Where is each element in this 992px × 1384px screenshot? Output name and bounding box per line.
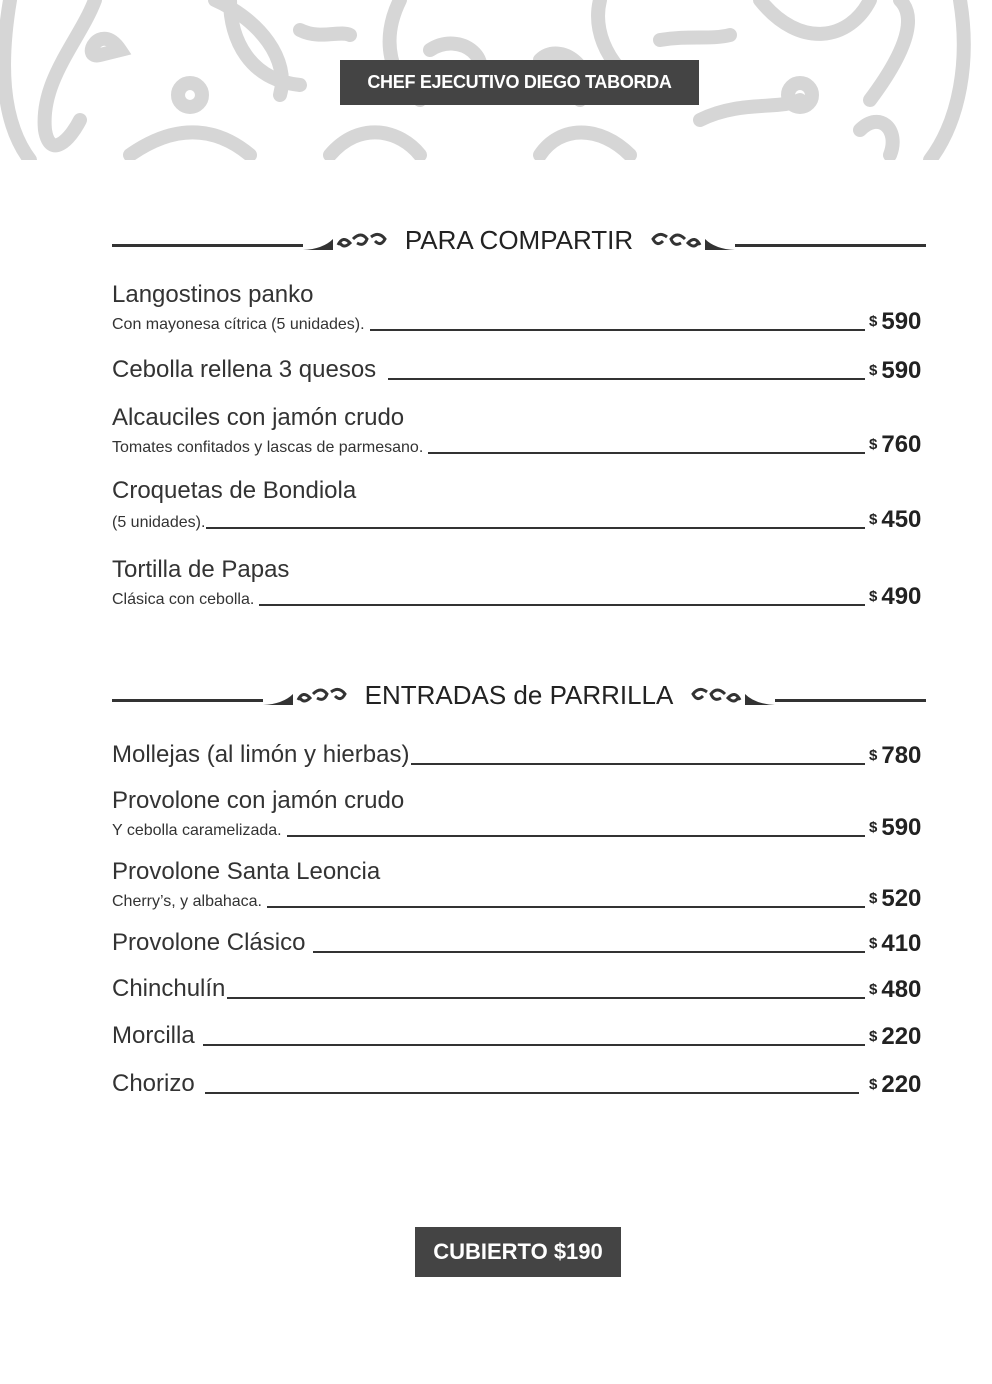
item-desc: (5 unidades). — [112, 514, 206, 531]
menu-item — [112, 556, 927, 610]
cubierto-badge: CUBIERTO $190 — [415, 1227, 621, 1277]
section-title: ENTRADAS de PARRILLA — [364, 679, 674, 710]
divider — [112, 699, 263, 702]
item-name: Chorizo — [112, 1070, 195, 1097]
item-price: $ 220 — [869, 1023, 922, 1050]
menu-item — [112, 741, 927, 769]
section-title: PARA COMPARTIR — [404, 224, 634, 255]
leader-line — [428, 452, 865, 454]
item-desc: Clásica con cebolla. — [112, 591, 255, 608]
leader-line — [287, 835, 865, 837]
leader-line — [370, 329, 865, 331]
divider — [735, 244, 926, 247]
leader-line — [313, 951, 865, 953]
item-desc: Y cebolla caramelizada. — [112, 822, 282, 839]
item-name: Langostinos panko — [112, 281, 314, 308]
item-price: $ 450 — [869, 506, 922, 533]
item-price: $ 590 — [869, 814, 922, 841]
section-header-entradas-parrilla — [112, 680, 926, 710]
section-header-para-compartir — [112, 225, 926, 255]
chef-banner: CHEF EJECUTIVO DIEGO TABORDA — [340, 60, 699, 105]
item-name: Morcilla — [112, 1022, 195, 1049]
item-price: $ 520 — [869, 885, 922, 912]
item-name: Croquetas de Bondiola — [112, 477, 357, 504]
menu-item — [112, 477, 927, 533]
leader-line — [388, 378, 865, 380]
menu-item — [112, 281, 927, 335]
item-price: $ 490 — [869, 583, 922, 610]
item-name: Alcauciles con jamón crudo — [112, 404, 405, 431]
item-price: $ 410 — [869, 930, 922, 957]
divider — [112, 244, 303, 247]
menu-item — [112, 858, 927, 912]
item-price: $ 590 — [869, 308, 922, 335]
item-price: $ 480 — [869, 976, 922, 1003]
item-price: $ 760 — [869, 431, 922, 458]
item-price: $ 780 — [869, 742, 922, 769]
menu-item — [112, 929, 927, 957]
item-name: Chinchulín — [112, 975, 226, 1002]
leader-line — [227, 997, 865, 999]
menu-item — [112, 1070, 927, 1098]
leader-line — [259, 604, 865, 606]
item-name: Cebolla rellena 3 quesos — [112, 356, 377, 383]
menu-item — [112, 1022, 927, 1050]
item-name: Mollejas (al limón y hierbas) — [112, 741, 410, 768]
leader-line — [205, 1092, 859, 1094]
item-price: $ 590 — [869, 357, 922, 384]
menu-item — [112, 356, 927, 384]
leader-line — [203, 1044, 865, 1046]
item-name: Tortilla de Papas — [112, 556, 290, 583]
ornament-right-icon — [645, 225, 735, 255]
menu-item — [112, 404, 927, 458]
item-name: Provolone con jamón crudo — [112, 787, 405, 814]
item-desc: Con mayonesa cítrica (5 unidades). — [112, 316, 365, 333]
ornament-left-icon — [303, 225, 393, 255]
item-name: Provolone Santa Leoncia — [112, 858, 381, 885]
menu-item — [112, 787, 927, 841]
item-price: $ 220 — [869, 1071, 922, 1098]
ornament-right-icon — [685, 680, 775, 710]
leader-line — [267, 906, 865, 908]
ornament-left-icon — [263, 680, 353, 710]
divider — [775, 699, 926, 702]
item-desc: Cherry’s, y albahaca. — [112, 893, 262, 910]
leader-line — [411, 763, 865, 765]
item-desc: Tomates confitados y lascas de parmesano. — [112, 439, 424, 456]
leader-line — [206, 527, 865, 529]
menu-item — [112, 975, 927, 1003]
item-name: Provolone Clásico — [112, 929, 306, 956]
